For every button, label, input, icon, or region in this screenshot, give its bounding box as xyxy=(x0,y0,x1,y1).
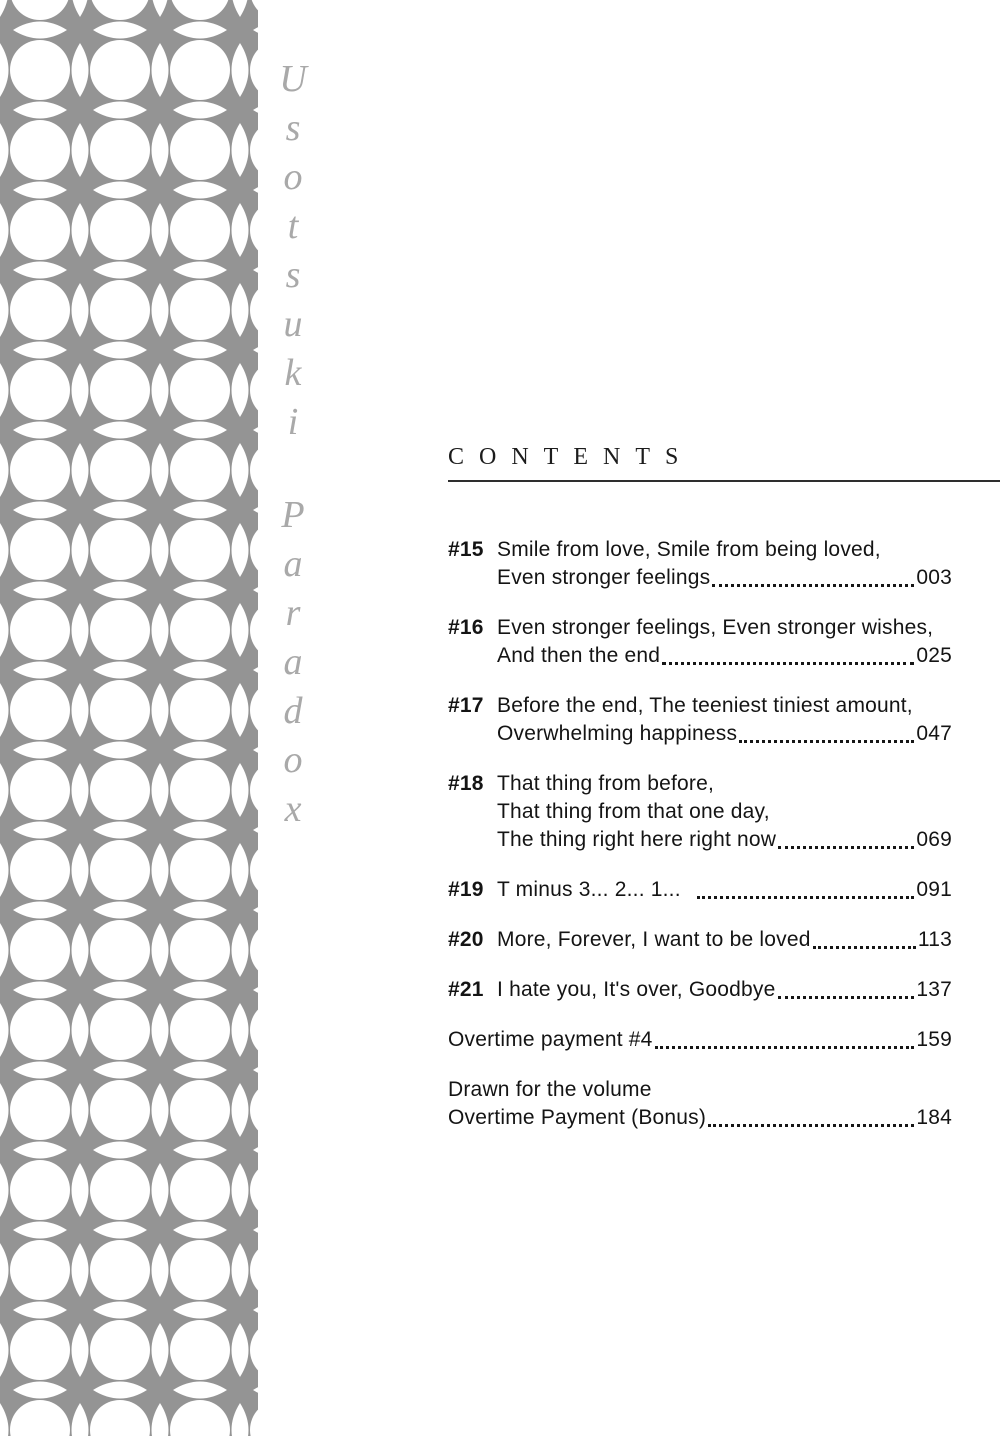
toc-entry-text: The thing right here right now xyxy=(497,828,777,851)
contents-heading: CONTENTS xyxy=(448,444,694,470)
toc-entry-lastline xyxy=(497,826,952,854)
decorative-pattern-strip xyxy=(0,0,258,1436)
dot-leader xyxy=(778,846,914,849)
title-letter: d xyxy=(283,690,303,732)
toc-entry xyxy=(448,876,952,904)
toc-entry-lastline xyxy=(497,926,952,954)
toc-entry-body xyxy=(497,770,952,854)
title-letter: o xyxy=(283,156,303,198)
book-title-vertical xyxy=(266,55,320,834)
toc-entry xyxy=(448,976,952,1004)
title-letter: u xyxy=(283,303,303,345)
page-number: 091 xyxy=(916,878,952,901)
toc-entry-text: Overtime Payment (Bonus) xyxy=(448,1106,707,1129)
title-letter: o xyxy=(283,739,303,781)
toc-entry-lastline xyxy=(497,720,952,748)
dot-leader xyxy=(697,896,915,899)
title-letter: k xyxy=(284,352,302,394)
title-letter: P xyxy=(281,494,305,536)
page-number: 137 xyxy=(916,978,952,1001)
page-number: 047 xyxy=(916,722,952,745)
dot-leader xyxy=(655,1046,915,1049)
toc-entry-lastline xyxy=(497,876,952,904)
toc-entry-body xyxy=(448,1026,952,1054)
toc-entry-body xyxy=(497,876,952,904)
title-word xyxy=(279,55,306,447)
contents-section xyxy=(448,443,1000,1154)
toc-entry-text: More, Forever, I want to be loved xyxy=(497,928,811,951)
title-word xyxy=(281,491,304,834)
title-letter: r xyxy=(285,592,301,634)
chapter-number: #20 xyxy=(448,928,484,951)
header-divider xyxy=(448,480,1000,482)
title-letter: t xyxy=(287,205,299,247)
title-letter: a xyxy=(283,543,303,585)
toc-entry xyxy=(448,614,952,670)
chapter-number: #18 xyxy=(448,772,484,795)
dot-leader xyxy=(739,740,914,743)
toc-entry xyxy=(448,536,952,592)
toc-entry xyxy=(448,692,952,748)
dot-leader xyxy=(778,996,915,999)
page-number: 025 xyxy=(916,644,952,667)
chapter-number: #15 xyxy=(448,538,484,561)
toc-entry-body xyxy=(497,976,952,1004)
toc-list xyxy=(448,536,952,1132)
title-letter: U xyxy=(279,58,307,100)
chapter-number: #19 xyxy=(448,878,484,901)
title-letter: x xyxy=(284,788,302,830)
toc-entry-text: And then the end xyxy=(497,644,661,667)
toc-entry-line: That thing from that one day, xyxy=(497,800,770,823)
page-number: 003 xyxy=(916,566,952,589)
page-number: 069 xyxy=(916,828,952,851)
chapter-number: #16 xyxy=(448,616,484,639)
toc-entry xyxy=(448,1076,952,1132)
toc-entry-body xyxy=(448,1076,952,1132)
toc-entry-line: That thing from before, xyxy=(497,772,715,795)
page-number: 113 xyxy=(917,928,952,951)
toc-entry-body xyxy=(497,614,952,670)
toc-entry-text: Even stronger feelings xyxy=(497,566,711,589)
toc-entry-lastline xyxy=(497,564,952,592)
toc-entry-text: Overtime payment #4 xyxy=(448,1028,653,1051)
dot-leader xyxy=(813,946,916,949)
toc-entry-lastline xyxy=(497,976,952,1004)
title-letter: a xyxy=(283,641,303,683)
toc-entry-line: Before the end, The teeniest tiniest amount, xyxy=(497,694,913,717)
toc-entry-lastline xyxy=(497,642,952,670)
title-letter: i xyxy=(287,401,299,443)
dot-leader xyxy=(708,1124,914,1127)
toc-entry-line: Even stronger feelings, Even stronger wishes, xyxy=(497,616,934,639)
chapter-number: #17 xyxy=(448,694,484,717)
page-number: 184 xyxy=(916,1106,952,1129)
toc-entry-body xyxy=(497,926,952,954)
page-number: 159 xyxy=(916,1028,952,1051)
toc-entry-body xyxy=(497,692,952,748)
dot-leader xyxy=(712,584,914,587)
toc-entry-lastline xyxy=(448,1104,952,1132)
toc-entry-text: I hate you, It's over, Goodbye xyxy=(497,978,776,1001)
toc-entry-text: T minus 3... 2... 1... xyxy=(497,878,681,901)
toc-entry-lastline xyxy=(448,1026,952,1054)
chapter-number: #21 xyxy=(448,978,484,1001)
toc-entry xyxy=(448,926,952,954)
toc-entry xyxy=(448,1026,952,1054)
dot-leader xyxy=(662,662,914,665)
title-letter: s xyxy=(285,254,301,296)
title-letter: s xyxy=(285,107,301,149)
toc-entry-line: Drawn for the volume xyxy=(448,1078,652,1101)
toc-entry-line: Smile from love, Smile from being loved, xyxy=(497,538,881,561)
toc-entry xyxy=(448,770,952,854)
toc-entry-text: Overwhelming happiness xyxy=(497,722,738,745)
toc-entry-body xyxy=(497,536,952,592)
